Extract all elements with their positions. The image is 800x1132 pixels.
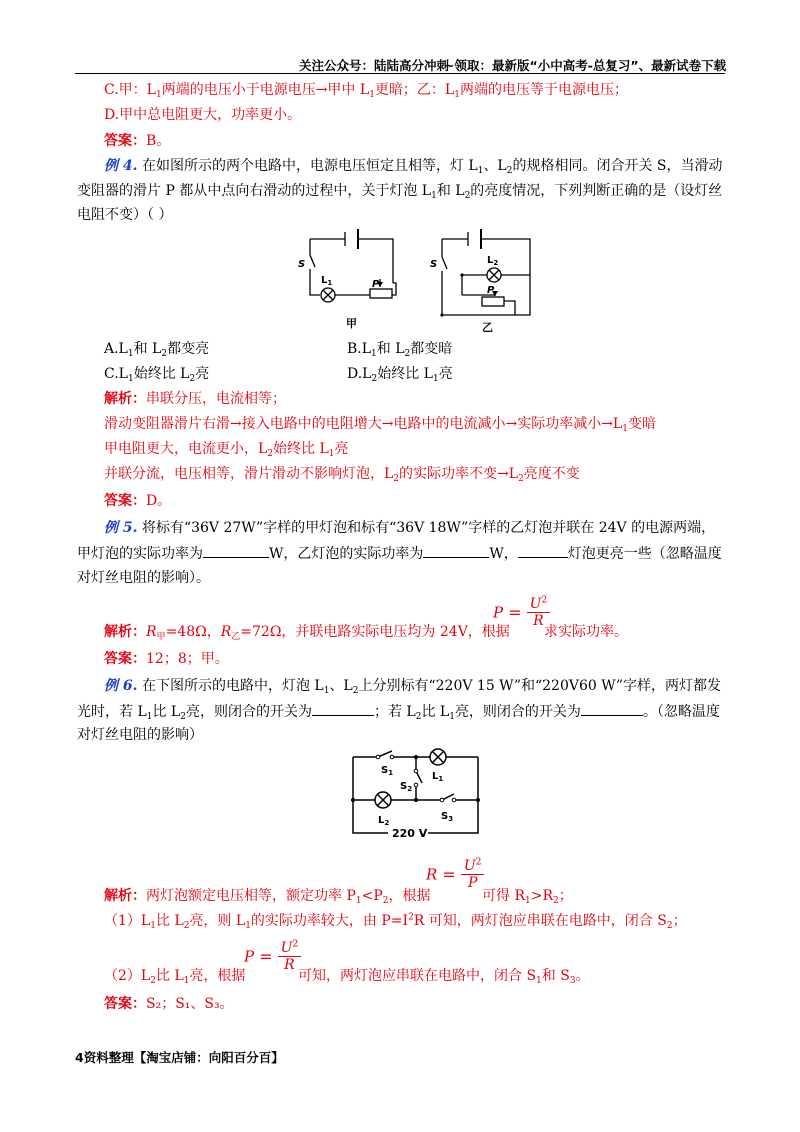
ex6-analysis-line3-tail: 可知，两灯泡应串联在电路中，闭合 $S_1$和 $S_3$。 <box>298 968 590 986</box>
ex6-fig-voltage: 220 V <box>392 827 428 840</box>
ex5-analysis-tail: 求实际功率。 <box>544 624 628 640</box>
ex4-analysis-line3: 甲电阻更大，电流更小，$L_2$始终比 $L_1$亮 <box>104 441 349 459</box>
ex5-question-line1: 例 5. 将标有“36V 27W”字样的甲灯泡和标有“36V 18W”字样的乙灯泡并联在 24V 的电源两端， <box>104 520 716 536</box>
prev-option-c: C.甲：$L_1$两端的电压小于电源电压→甲中 $L_1$更暗；乙：$L_1$两端的电压等于电源电压； <box>104 82 628 100</box>
ex5-question-line3: 对灯丝电阻的影响）。 <box>77 570 210 586</box>
ex4-fig-p-label-yi: P <box>487 285 495 296</box>
ex4-fig-p-label-jia: P <box>372 279 380 290</box>
ex4-fig-yi: 乙 <box>482 321 493 334</box>
ex4-option-d: $D.L_2$始终比 $L_1$亮 <box>347 366 453 384</box>
ex4-option-b: $B.L_1$和 $L_2$都变暗 <box>347 341 453 359</box>
ex4-analysis-line1: 解析：串联分压，电流相等； <box>104 391 286 407</box>
ex4-option-c: $C.L_1$始终比 $L_2$亮 <box>104 366 210 384</box>
ex4-question-line3: 电阻不变）（ ） <box>77 207 173 223</box>
ex4-fig-s-label-yi: S <box>430 259 438 270</box>
ex6-analysis-line1-tail: 可得 $R_1>R_2$； <box>482 888 573 906</box>
ex6-analysis-line1: 解析：两灯泡额定电压相等，额定功率 $P_1<P_2$，根据 <box>104 888 431 906</box>
ex4-fig-jia: 甲 <box>346 317 357 330</box>
ex6-analysis-line2: $(1)L_1$比 $L_2$亮，则 $L_1$的实际功率较大，由 $P=I^2R$ 可知，两灯泡应串联在电路中，闭合 $S_2$； <box>104 912 687 931</box>
ex6-fig-l1: $L_1$ <box>432 771 444 783</box>
ex6-question-line1: 例 6. 在下图所示的电路中，灯泡 $L_1$、$L_2$上分别标有“220V 15 W”和“220V60 W”字样，两灯都发 <box>104 678 722 696</box>
ex5-analysis: 解析：$R_甲=48\Omega$，$R_乙=72\Omega$，并联电路实际电压均为 24V，根据 <box>104 624 510 642</box>
ex5-blank-2 <box>423 543 489 558</box>
ex6-fig-l2: $L_2$ <box>378 815 390 827</box>
header-rule <box>75 73 725 74</box>
ex6-blank-1 <box>312 701 374 716</box>
ex6-circuit-figure <box>348 745 483 853</box>
ex5-blank-1 <box>203 543 269 558</box>
page-number: 4 <box>75 1050 84 1065</box>
ex6-question-line2: 光时，若 $L_1$比 $L_2$亮，则闭合的开关为 ；若 $L_2$比 $L_1$亮，则闭合的开关为 。（忽略温度 <box>77 701 720 722</box>
page-footer: 4资料整理【淘宝店铺：向阳百分百】 <box>75 1050 284 1065</box>
ex6-analysis-line3: $(2)L_2$比 $L_1$亮，根据 <box>104 968 246 986</box>
ex4-analysis-line4: 并联分流，电压相等，滑片滑动不影响灯泡，$L_2$的实际功率不变$\to L_2$亮度不变 <box>104 466 580 484</box>
ex4-fig-l2-label: $L_2$ <box>487 255 499 267</box>
ex4-analysis-line2: 滑动变阻器滑片右滑→接入电路中的电阻增大→电路中的电流减小→实际功率减小$\to L_1$变暗 <box>104 416 656 434</box>
ex4-fig-l1-label: $L_1$ <box>321 275 333 287</box>
ex5-answer: 答案：12；8；甲。 <box>104 651 229 667</box>
ex4-question-line1: 例 4. 在如图所示的两个电路中，电源电压恒定且相等，灯 $L_1$、$L_2$的规格相同。闭合开关 S，当滑动 <box>104 158 723 176</box>
ex4-fig-s-label: S <box>298 259 306 270</box>
ex4-option-a: $A.L_1$和 $L_2$都变亮 <box>104 341 210 359</box>
ex6-formula-p: P = $\frac{U^2}{R}$ <box>244 940 301 973</box>
ex4-answer: 答案：D。 <box>104 493 172 509</box>
header-left: 关注公众号：陆陆高分冲刺 <box>299 58 450 73</box>
ex6-blank-2 <box>581 701 643 716</box>
ex5-blank-3 <box>518 543 568 558</box>
ex5-formula: P = $\frac{U^2}{R}$ <box>493 596 550 629</box>
ex5-question-line2: 甲灯泡的实际功率为 W，乙灯泡的实际功率为 W， 灯泡更亮一些（忽略温度 <box>77 543 722 564</box>
ex6-question-line3: 对灯丝电阻的影响） <box>77 727 203 743</box>
prev-answer: 答案：B。 <box>104 133 171 149</box>
ex6-fig-s1: $S_1$ <box>381 765 394 777</box>
ex6-formula-r: R = $\frac{U^2}{P}$ <box>426 858 484 891</box>
ex6-fig-s2: $S_2$ <box>400 781 413 793</box>
header-right: ~领取：最新版“小中高考-总复习”、最新试卷下载 <box>444 58 727 73</box>
prev-option-d: D.甲中总电阻更大，功率更小。 <box>104 107 302 123</box>
ex6-answer: 答案：S₂；S₁、S₃。 <box>104 996 234 1012</box>
ex4-question-line2: 变阻器的滑片 P 都从中点向右滑动的过程中，关于灯泡 $L_1$和 $L_2$的亮度情况，下列判断正确的是（设灯丝 <box>77 183 723 201</box>
ex4-circuit-figure <box>290 225 540 340</box>
ex6-fig-s3: $S_3$ <box>441 811 454 823</box>
